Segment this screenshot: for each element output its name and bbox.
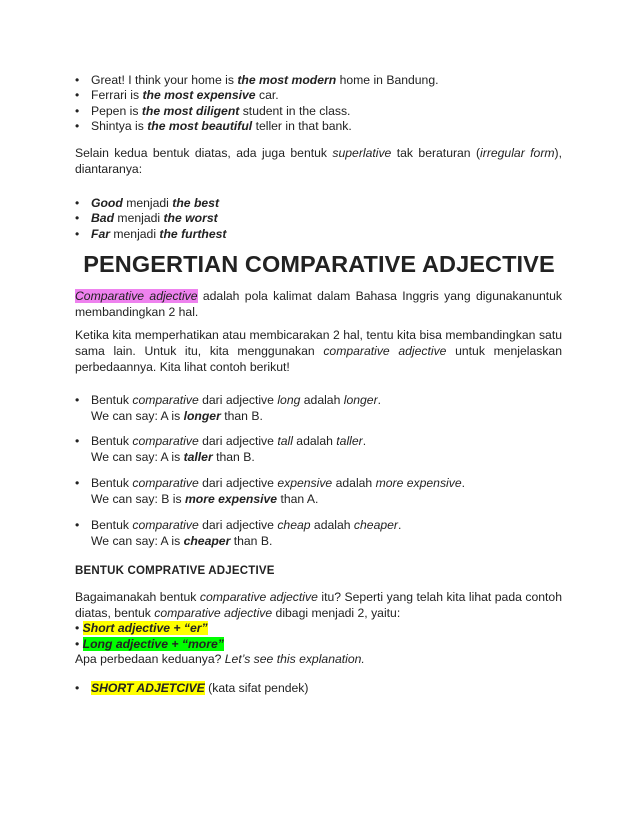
text: menjadi bbox=[109, 226, 160, 241]
list-item bbox=[75, 196, 575, 211]
emphasis-text: the most expensive bbox=[142, 88, 256, 103]
highlighted-term: Comparative adjective bbox=[75, 289, 198, 303]
text: menjadi bbox=[122, 196, 173, 210]
italic-text: longer bbox=[343, 393, 378, 407]
list-item bbox=[75, 227, 575, 242]
text: Bentuk bbox=[91, 476, 133, 490]
text: dari adjective bbox=[198, 393, 278, 407]
list-item bbox=[75, 393, 575, 409]
comparative-example-2 bbox=[75, 434, 575, 465]
text: adalah bbox=[300, 393, 344, 407]
text: than B. bbox=[230, 533, 273, 548]
short-adjective-item bbox=[75, 681, 575, 697]
text: Great! I think your home is bbox=[91, 73, 238, 87]
irregular-intro-paragraph bbox=[75, 145, 562, 177]
italic-text: irregular form bbox=[480, 146, 555, 160]
text: . bbox=[397, 518, 402, 532]
italic-text: taller bbox=[336, 434, 363, 448]
example-sentence bbox=[75, 450, 575, 466]
text: car. bbox=[255, 88, 279, 103]
bullet-icon: • bbox=[75, 681, 80, 695]
irregular-list bbox=[75, 196, 575, 242]
italic-text: tall bbox=[277, 434, 293, 448]
text: dari adjective bbox=[198, 434, 278, 448]
emphasis-text: Bad bbox=[91, 211, 115, 226]
text: dari adjective bbox=[198, 518, 278, 532]
list-item bbox=[75, 434, 575, 450]
emphasis-text: taller bbox=[183, 449, 213, 464]
text: We can say: A is bbox=[91, 408, 184, 423]
text: We can say: A is bbox=[91, 533, 184, 548]
italic-text: comparative bbox=[132, 518, 199, 532]
text: adalah bbox=[292, 434, 337, 448]
italic-text: comparative bbox=[132, 476, 199, 490]
text: ), diantaranya: bbox=[75, 146, 562, 176]
text: untuk menjelaskan perbedaannya. Kita lihat contoh berikut! bbox=[75, 344, 562, 374]
italic-text: comparative adjective bbox=[154, 605, 273, 620]
emphasis-text: more expensive bbox=[184, 491, 278, 506]
text: Bentuk bbox=[91, 518, 133, 532]
list-item bbox=[75, 104, 575, 119]
text: adalah pola kalimat dalam Bahasa Inggris yang digunakanuntuk membandingkan 2 hal. bbox=[75, 289, 563, 319]
italic-text: long bbox=[277, 393, 301, 407]
list-item bbox=[75, 119, 575, 134]
text: Bagaimanakah bentuk bbox=[75, 590, 200, 604]
section-heading: BENTUK COMPRATIVE ADJECTIVE bbox=[75, 565, 275, 577]
emphasis-text: the most modern bbox=[237, 73, 337, 87]
page-title: PENGERTIAN COMPARATIVE ADJECTIVE bbox=[83, 251, 555, 277]
text: . bbox=[377, 393, 382, 407]
text: adalah bbox=[332, 476, 376, 490]
italic-text: comparative adjective bbox=[199, 590, 318, 604]
text: Bentuk bbox=[91, 434, 133, 448]
text: adalah bbox=[310, 518, 354, 532]
form-long: • Long adjective + “more” bbox=[75, 636, 224, 651]
bullet-icon: • bbox=[75, 393, 80, 407]
text: Apa perbedaan keduanya? bbox=[75, 652, 225, 667]
text: Selain kedua bentuk diatas, ada juga bentuk bbox=[75, 146, 333, 160]
emphasis-text: the best bbox=[172, 196, 220, 210]
text: Shintya is bbox=[91, 119, 148, 134]
highlighted-term: SHORT ADJETCIVE bbox=[91, 681, 205, 695]
text: (kata sifat pendek) bbox=[204, 681, 309, 695]
emphasis-text: the furthest bbox=[159, 226, 227, 241]
text: tak beraturan ( bbox=[391, 146, 481, 160]
italic-text: cheap bbox=[277, 518, 311, 532]
italic-text: comparative adjective bbox=[323, 344, 447, 358]
text: Ferrari is bbox=[91, 88, 143, 103]
example-sentence bbox=[75, 492, 575, 508]
bullet-icon: • bbox=[75, 476, 80, 490]
text: . bbox=[461, 476, 466, 490]
list-item bbox=[75, 73, 575, 88]
comparative-example-4 bbox=[75, 518, 575, 549]
text: teller in that bank. bbox=[252, 119, 352, 134]
highlighted-term: Short adjective + “er” bbox=[82, 621, 208, 636]
emphasis-text: longer bbox=[183, 408, 221, 423]
explanation-paragraph bbox=[75, 327, 562, 375]
form-short: • Short adjective + “er” bbox=[75, 621, 208, 636]
text: than B. bbox=[220, 408, 263, 423]
list-item bbox=[75, 211, 575, 226]
text: Ketika kita memperhatikan atau membicarakan 2 hal, tentu kita bisa membandingkan satu sama lain. Untuk itu, kita menggunakan bbox=[75, 328, 562, 358]
italic-text: comparative bbox=[132, 393, 199, 407]
text: than A. bbox=[277, 491, 319, 506]
text: than B. bbox=[212, 449, 255, 464]
text: student in the class. bbox=[239, 103, 351, 118]
superlative-example-list bbox=[75, 73, 575, 135]
forms-question bbox=[75, 652, 562, 668]
emphasis-text: the worst bbox=[163, 211, 218, 226]
text: dari adjective bbox=[198, 476, 278, 490]
text: dibagi menjadi 2, yaitu: bbox=[272, 605, 401, 620]
forms-paragraph bbox=[75, 590, 562, 668]
text: We can say: A is bbox=[91, 449, 184, 464]
emphasis-text: the most beautiful bbox=[147, 119, 253, 134]
comparative-example-1 bbox=[75, 393, 575, 424]
italic-text: Let’s see this explanation. bbox=[224, 652, 365, 667]
text: menjadi bbox=[114, 211, 164, 226]
definition-paragraph bbox=[75, 288, 562, 320]
text: We can say: B is bbox=[91, 491, 185, 506]
emphasis-text: Good bbox=[91, 196, 123, 210]
text: . bbox=[362, 434, 367, 448]
comparative-example-3 bbox=[75, 476, 575, 507]
italic-text: comparative bbox=[132, 434, 199, 448]
forms-intro bbox=[75, 590, 562, 621]
list-item bbox=[75, 88, 575, 103]
text: Bentuk bbox=[91, 393, 133, 407]
text: Pepen is bbox=[91, 103, 142, 118]
text: itu? Seperti yang telah kita lihat pada contoh diatas, bentuk bbox=[75, 590, 562, 620]
bullet-icon: • bbox=[75, 434, 80, 448]
italic-text: expensive bbox=[277, 476, 333, 490]
emphasis-text: cheaper bbox=[183, 533, 231, 548]
example-sentence bbox=[75, 534, 575, 550]
highlighted-term: Long adjective + “more” bbox=[82, 636, 224, 651]
list-item bbox=[75, 681, 575, 697]
list-item bbox=[75, 476, 575, 492]
italic-text: more expensive bbox=[375, 476, 462, 490]
italic-text: superlative bbox=[332, 146, 392, 160]
bullet-icon: • bbox=[75, 518, 80, 532]
text: home in Bandung. bbox=[336, 73, 439, 87]
example-sentence bbox=[75, 409, 575, 425]
emphasis-text: Far bbox=[91, 226, 110, 241]
emphasis-text: the most diligent bbox=[141, 103, 240, 118]
italic-text: cheaper bbox=[353, 518, 398, 532]
list-item bbox=[75, 518, 575, 534]
